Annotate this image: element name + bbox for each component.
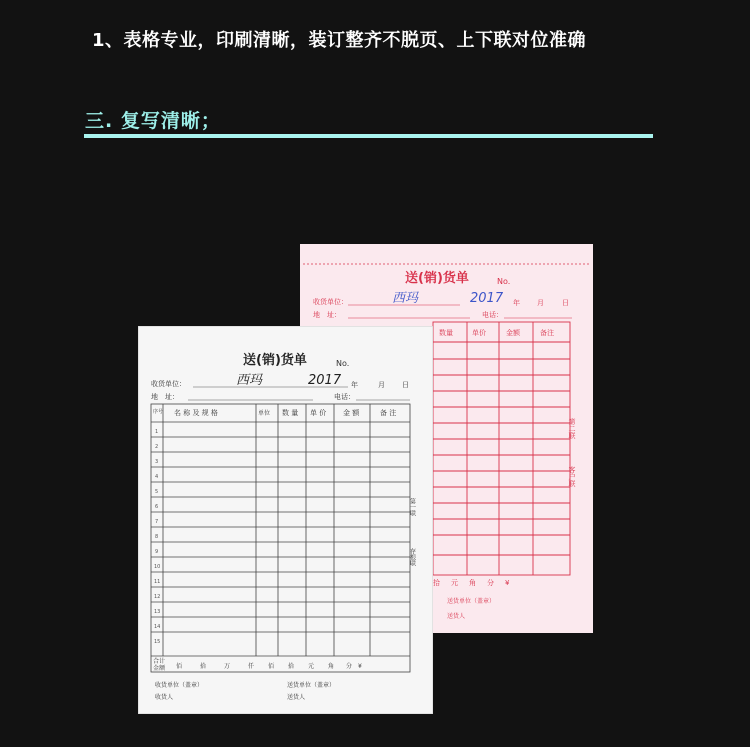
row-number: 15 <box>154 639 161 645</box>
row-number: 6 <box>155 504 159 510</box>
col-remark: 备 注 <box>380 409 397 417</box>
side-label-2: 存根联 <box>408 548 416 566</box>
red-col-quantity: 数量 <box>439 329 453 337</box>
side-label-1: 第一联 <box>408 498 416 516</box>
row-number: 2 <box>155 444 159 450</box>
row-number: 7 <box>155 519 159 525</box>
footer-receiver-person: 收货人 <box>155 694 174 701</box>
col-unit: 单位 <box>258 410 271 417</box>
red-side-label-1: 第二联 <box>568 418 576 439</box>
amount-unit: 佰 <box>268 663 275 670</box>
receiver-label: 收货单位： <box>151 380 186 388</box>
red-unit-1: 拾 <box>433 579 440 587</box>
footer-sender-person: 送货人 <box>287 694 306 701</box>
col-index: 序号 <box>153 409 164 415</box>
row-number: 14 <box>154 624 161 630</box>
red-month-label: 月 <box>537 299 544 307</box>
feature-line-1: 1、表格专业，印刷清晰，装订整齐不脱页、上下联对位准确 <box>92 30 587 51</box>
red-receiver-label: 收货单位： <box>313 298 348 306</box>
red-unit-3: 角 <box>469 579 476 587</box>
month-label: 月 <box>378 381 385 389</box>
amount-unit: 元 <box>308 663 315 670</box>
amount-unit: ¥ <box>358 663 362 670</box>
row-number: 4 <box>155 474 159 480</box>
row-number: 13 <box>154 609 161 615</box>
row-number: 1 <box>155 429 159 435</box>
red-unit-4: 分 <box>487 579 494 587</box>
red-handwritten-name: 西玛 <box>392 291 419 306</box>
red-footer-sender: 送货单位（盖章） <box>447 598 496 605</box>
row-number: 5 <box>155 489 159 495</box>
amount-unit: 拾 <box>200 663 207 670</box>
red-day-label: 日 <box>562 299 569 307</box>
form-no: No. <box>336 359 350 368</box>
handwritten-name: 西玛 <box>236 373 263 388</box>
row-number: 12 <box>154 594 161 600</box>
row-number: 9 <box>155 549 159 555</box>
footer-receiver: 收货单位（盖章） <box>155 682 204 689</box>
total-label-1: 合计 <box>153 658 166 665</box>
amount-unit: 分 <box>346 663 353 670</box>
footer-sender: 送货单位（盖章） <box>287 682 336 689</box>
red-col-remark: 备注 <box>540 329 554 337</box>
row-number: 10 <box>154 564 161 570</box>
amount-unit: 万 <box>224 663 231 670</box>
white-copy-form-image <box>138 326 433 714</box>
row-number: 3 <box>155 459 159 465</box>
year-label: 年 <box>351 381 358 389</box>
section-divider <box>84 134 653 138</box>
col-amount: 金 额 <box>343 409 360 417</box>
red-address-label: 地 址： <box>313 311 341 319</box>
red-year-label: 年 <box>513 299 520 307</box>
col-quantity: 数 量 <box>282 409 299 417</box>
phone-label: 电话： <box>334 393 355 401</box>
red-side-label-2: 客户联 <box>568 466 576 487</box>
address-label: 地 址： <box>151 393 179 401</box>
amount-unit: 仟 <box>248 663 255 670</box>
red-handwritten-year: 2017 <box>470 291 504 306</box>
day-label: 日 <box>402 381 409 389</box>
red-col-amount: 金额 <box>506 329 520 337</box>
red-footer-sender-person: 送货人 <box>447 613 466 620</box>
red-unit-5: ¥ <box>505 579 510 587</box>
row-number: 11 <box>154 579 161 585</box>
amount-unit: 佰 <box>176 663 183 670</box>
amount-unit: 拾 <box>288 663 295 670</box>
col-name-spec: 名 称 及 规 格 <box>174 409 218 417</box>
section-title: 三. 复写清晰； <box>85 110 221 132</box>
red-unit-2: 元 <box>451 579 458 587</box>
col-price: 单 价 <box>310 409 327 417</box>
form-title: 送(销)货单 <box>243 353 307 368</box>
total-label-2: 金额 <box>153 665 166 672</box>
amount-unit: 角 <box>328 663 335 670</box>
row-number: 8 <box>155 534 159 540</box>
red-col-price: 单价 <box>472 329 486 337</box>
handwritten-year: 2017 <box>308 373 342 388</box>
red-form-title: 送(销)货单 <box>405 271 469 286</box>
red-phone-label: 电话： <box>482 311 503 319</box>
red-form-no: No. <box>497 277 511 286</box>
